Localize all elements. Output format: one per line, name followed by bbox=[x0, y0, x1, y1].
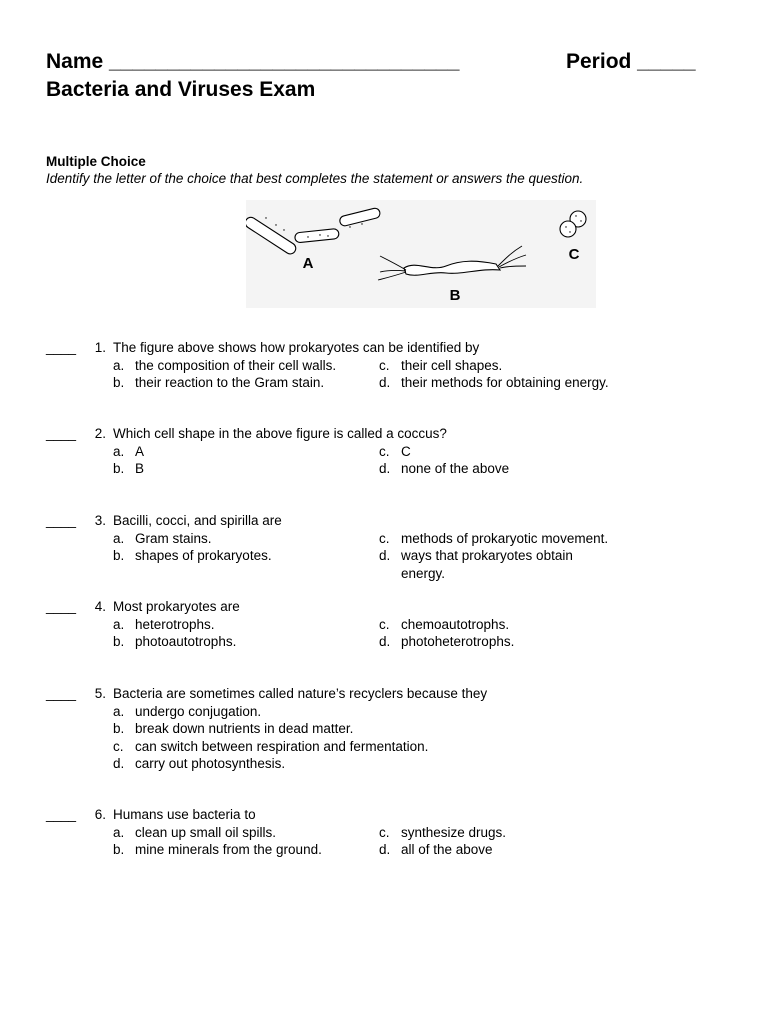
option-text-d: photoheterotrophs. bbox=[401, 634, 515, 649]
question-2 bbox=[46, 425, 726, 478]
question-text: The figure above shows how prokaryotes can be identified by bbox=[113, 340, 480, 355]
option-text-d: their methods for obtaining energy. bbox=[401, 375, 609, 390]
option-letter-b: b. bbox=[113, 842, 125, 857]
answer-blank[interactable]: ____ bbox=[46, 599, 77, 614]
option-letter-d: d. bbox=[379, 634, 391, 649]
option-text-d: carry out photosynthesis. bbox=[135, 756, 286, 771]
option-letter-b: b. bbox=[113, 375, 125, 390]
option-text-d: none of the above bbox=[401, 461, 510, 476]
option-letter-b: b. bbox=[113, 634, 125, 649]
answer-blank[interactable]: ____ bbox=[46, 807, 77, 822]
option-letter-c: c. bbox=[113, 738, 124, 754]
question-4 bbox=[46, 598, 726, 651]
question-5 bbox=[46, 685, 726, 773]
option-text-a: the composition of their cell walls. bbox=[135, 357, 337, 373]
question-number: 3. bbox=[94, 513, 106, 528]
option-text-d: all of the above bbox=[401, 842, 493, 857]
option-letter-b: b. bbox=[113, 461, 125, 476]
option-text-b: photoautotrophs. bbox=[135, 634, 237, 649]
option-text-c: C bbox=[401, 443, 411, 459]
question-text: Humans use bacteria to bbox=[113, 807, 256, 822]
bacteria-shapes-figure bbox=[246, 200, 596, 308]
question-text: Bacilli, cocci, and spirilla are bbox=[113, 513, 282, 528]
option-letter-d: d. bbox=[379, 548, 391, 563]
question-number: 5. bbox=[94, 686, 106, 701]
option-text-a: heterotrophs. bbox=[135, 616, 215, 632]
option-text-b: mine minerals from the ground. bbox=[135, 842, 322, 857]
option-text-d-continued: energy. bbox=[401, 565, 446, 581]
answer-blank[interactable]: ____ bbox=[46, 513, 77, 528]
option-letter-d: d. bbox=[379, 375, 391, 390]
question-number: 6. bbox=[94, 807, 106, 822]
option-letter-a: a. bbox=[113, 616, 125, 632]
option-letter-a: a. bbox=[113, 703, 125, 719]
option-text-a: clean up small oil spills. bbox=[135, 824, 277, 840]
question-number: 2. bbox=[94, 426, 106, 441]
option-text-a: undergo conjugation. bbox=[135, 703, 262, 719]
option-text-c: their cell shapes. bbox=[401, 357, 503, 373]
option-text-b: break down nutrients in dead matter. bbox=[135, 721, 354, 736]
answer-blank[interactable]: ____ bbox=[46, 686, 77, 701]
option-text-c: chemoautotrophs. bbox=[401, 616, 510, 632]
option-letter-d: d. bbox=[379, 461, 391, 476]
question-3 bbox=[46, 512, 726, 582]
option-letter-c: c. bbox=[379, 616, 390, 632]
option-text-a: A bbox=[135, 443, 145, 459]
question-6 bbox=[46, 806, 726, 859]
answer-blank[interactable]: ____ bbox=[46, 426, 77, 441]
option-text-c: synthesize drugs. bbox=[401, 824, 507, 840]
exam-title: Bacteria and Viruses Exam bbox=[46, 78, 316, 101]
question-number: 4. bbox=[94, 599, 106, 614]
bacteria-shapes-illustration bbox=[246, 200, 596, 308]
option-letter-d: d. bbox=[379, 842, 391, 857]
question-1 bbox=[46, 339, 726, 392]
option-letter-b: b. bbox=[113, 548, 125, 563]
option-text-c: can switch between respiration and fermentation. bbox=[135, 738, 429, 754]
question-number: 1. bbox=[94, 340, 106, 355]
figure-label-b: B bbox=[449, 287, 461, 304]
option-letter-a: a. bbox=[113, 443, 125, 459]
figure-label-c: C bbox=[568, 246, 580, 263]
name-field-label: Name ______________________________ bbox=[46, 50, 460, 73]
option-letter-c: c. bbox=[379, 824, 390, 840]
option-letter-c: c. bbox=[379, 530, 390, 546]
option-letter-a: a. bbox=[113, 357, 125, 373]
figure-label-a: A bbox=[302, 255, 314, 272]
period-field-label: Period _____ bbox=[566, 50, 696, 73]
option-text-b: shapes of prokaryotes. bbox=[135, 548, 272, 563]
option-letter-c: c. bbox=[379, 443, 390, 459]
question-text: Bacteria are sometimes called nature’s recyclers because they bbox=[113, 686, 488, 701]
option-letter-a: a. bbox=[113, 824, 125, 840]
option-letter-a: a. bbox=[113, 530, 125, 546]
section-title: Multiple Choice bbox=[46, 154, 146, 169]
section-instructions: Identify the letter of the choice that best completes the statement or answers the question. bbox=[46, 171, 584, 186]
question-text: Most prokaryotes are bbox=[113, 599, 240, 614]
option-text-c: methods of prokaryotic movement. bbox=[401, 530, 609, 546]
option-text-a: Gram stains. bbox=[135, 530, 212, 546]
option-letter-d: d. bbox=[113, 756, 125, 771]
option-letter-b: b. bbox=[113, 721, 125, 736]
option-text-d: ways that prokaryotes obtain bbox=[401, 548, 573, 563]
answer-blank[interactable]: ____ bbox=[46, 340, 77, 355]
option-letter-c: c. bbox=[379, 357, 390, 373]
question-text: Which cell shape in the above figure is called a coccus? bbox=[113, 426, 447, 441]
option-text-b: B bbox=[135, 461, 145, 476]
option-text-b: their reaction to the Gram stain. bbox=[135, 375, 325, 390]
